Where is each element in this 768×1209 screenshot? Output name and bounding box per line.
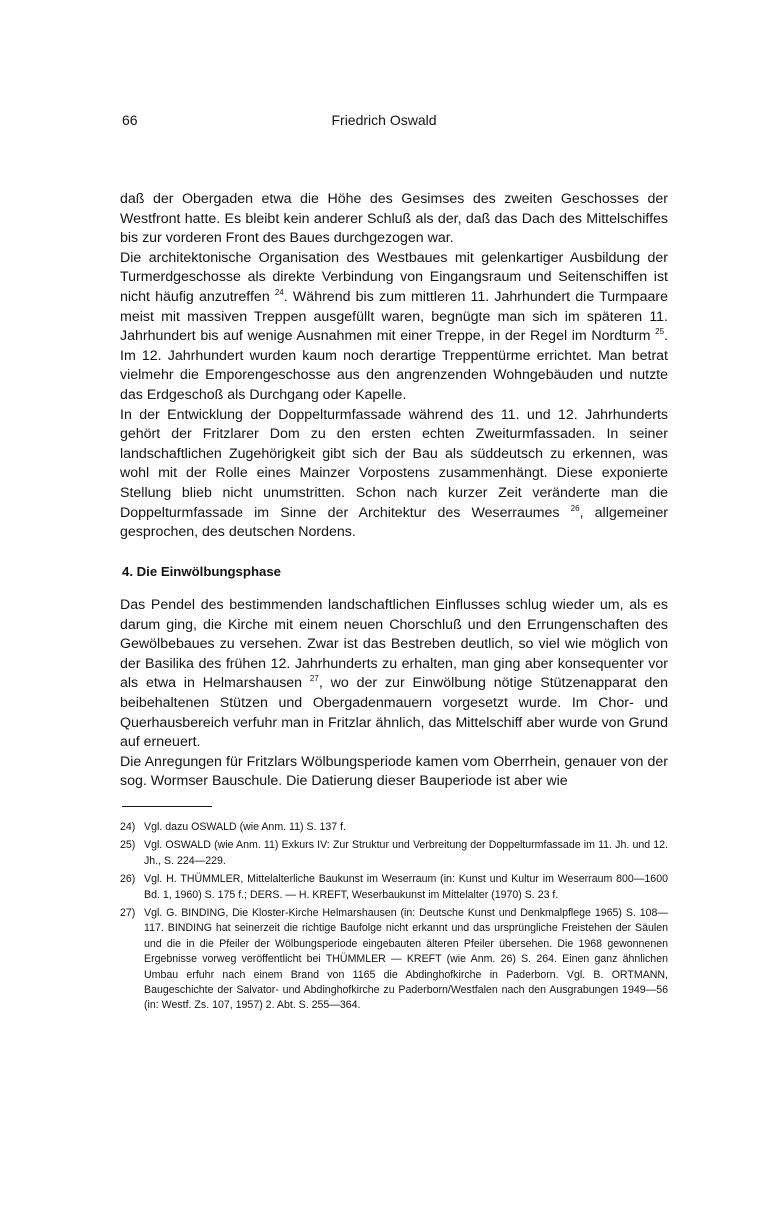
paragraph	[120, 249, 668, 406]
section-heading: 4. Die Einwölbungsphase	[122, 564, 282, 579]
paragraph-text: In der Entwicklung der Doppelturmfassade während des 11. und 12. Jahrhunderts gehört der Fritzlarer Dom zu den ersten echten Zweiturmfassaden. In seiner landschaftlichen Zugehörigkeit gibt sich der Bau als süddeutsch zu erkennen, was wohl mit der Rolle eines Mainzer Vorpostens zusammenhängt. Diese exponierte Stellung blieb nicht unumstritten. Schon nach kurzer Zeit veränderte man die Doppelturmfassade im Sinne der Architektur des Weserraumes	[120, 406, 668, 521]
footnote	[120, 820, 668, 835]
paragraph-text: , allgemeiner gesprochen, des deutschen Nordens.	[120, 504, 668, 541]
page-number: 66	[122, 112, 138, 128]
footnote	[120, 872, 668, 903]
footnote-ref: 26	[570, 503, 580, 513]
paragraph-text: Die architektonische Organisation des Westbaues mit gelenkartiger Ausbildung der Turmerdgeschosse als direkte Verbindung von Eingangsraum und Seitenschiffen ist nicht häufig anzutreffen	[120, 249, 668, 305]
footnote-text: Vgl. dazu OSWALD (wie Anm. 11) S. 137 f.	[144, 821, 346, 833]
paragraph	[120, 596, 668, 753]
paragraph-text: . Im 12. Jahrhundert wurden kaum noch derartige Treppentürme errichtet. Man betrat vielmehr die Emporengeschosse aus den angrenzenden Wohngebäuden und nutzte das Erdgeschoß als Durchgang oder Kapelle.	[120, 328, 668, 403]
footnote	[120, 906, 668, 1014]
footnote-ref: 25	[655, 327, 665, 337]
footnote	[120, 838, 668, 869]
footnotes	[120, 820, 668, 1017]
footnote-text: Vgl. OSWALD (wie Anm. 11) Exkurs IV: Zur Struktur und Verbreitung der Doppelturmfassade im 11. Jh. und 12. Jh., S. 224—229.	[144, 839, 668, 867]
footnote-text: Vgl. G. BINDING, Die Kloster-Kirche Helmarshausen (in: Deutsche Kunst und Denkmalpflege 1965) S. 108—117. BINDING hat seinerzeit die richtige Baufolge nicht erkannt und das ursprüngliche Freistehen der Säulen und die in die Pfeiler der Wölbungsperiode eingebauten älteren Pfeiler übersehen. Die 1968 gewonnenen Ergebnisse vorweg veröffentlicht bei THÜMMLER — KREFT (wie Anm. 26) S. 264. Einen ganz ähnlichen Umbau erfuhr nach einem Brand von 1165 die Abdinghofkirche in Paderborn. Vgl. B. ORTMANN, Baugeschichte der Salvator- und Abdinghofkirche zu Paderborn/Westfalen nach den Ausgrabungen 1949—56 (in: Westf. Zs. 107, 1957) 2. Abt. S. 255—364.	[144, 907, 668, 1012]
footnote-number: 25)	[120, 839, 136, 852]
footnote-ref: 27	[309, 674, 319, 684]
paragraph-text: Das Pendel des bestimmenden landschaftlichen Einflusses schlug wieder um, als es darum ging, die Kirche mit einem neuen Chorschluß und den Errungenschaften des Gewölbebaues zu versehen. Zwar ist das Bestreben deutlich, so viel wie möglich von der Basilika des frühen 12. Jahrhunderts zu erhalten, man ging aber konsequenter vor als etwa in Helmarshausen	[120, 597, 668, 692]
footnote-number: 24)	[120, 821, 136, 833]
footnote-divider	[122, 806, 212, 807]
body-text-block-2	[120, 596, 668, 792]
body-text-block-1	[120, 190, 668, 543]
running-head: Friedrich Oswald	[331, 112, 437, 128]
footnote-number: 26)	[120, 873, 136, 886]
footnote-number: 27)	[120, 907, 136, 920]
paragraph-text: . Während bis zum mittleren 11. Jahrhundert die Turmpaare meist mit massiven Treppen ausgefüllt waren, begnügte man sich im späteren 11. Jahrhundert bis auf wenige Ausnahmen mit einer Treppe, in der Regel im Nordturm	[120, 288, 668, 345]
paragraph-text: , wo der zur Einwölbung nötige Stützenapparat den beibehaltenen Stützen und Obergadenmauern vorgesetzt wurde. Im Chor- und Querhausbereich verfuhr man in Fritzlar ähnlich, das Mittelschiff aber wurde von Grund auf erneuert.	[120, 675, 668, 751]
paragraph: daß der Obergaden etwa die Höhe des Gesimses des zweiten Geschosses der Westfront hatte. Es bleibt kein anderer Schluß als der, daß das Dach des Mittelschiffes bis zur vorderen Front des Baues durchgezogen war.	[120, 191, 668, 247]
footnote-ref: 24	[274, 287, 284, 297]
paragraph: Die Anregungen für Fritzlars Wölbungsperiode kamen vom Oberrhein, genauer von der sog. Wormser Bauschule. Die Datierung dieser Bauperiode ist aber wie	[120, 753, 668, 790]
footnote-text: Vgl. H. THÜMMLER, Mittelalterliche Baukunst im Weserraum (in: Kunst und Kultur im Weserraum 800—1600 Bd. 1, 1960) S. 175 f.; DERS. — H. KREFT, Weserbaukunst im Mittelalter (1970) S. 23 f.	[144, 873, 668, 901]
paragraph	[120, 406, 668, 543]
